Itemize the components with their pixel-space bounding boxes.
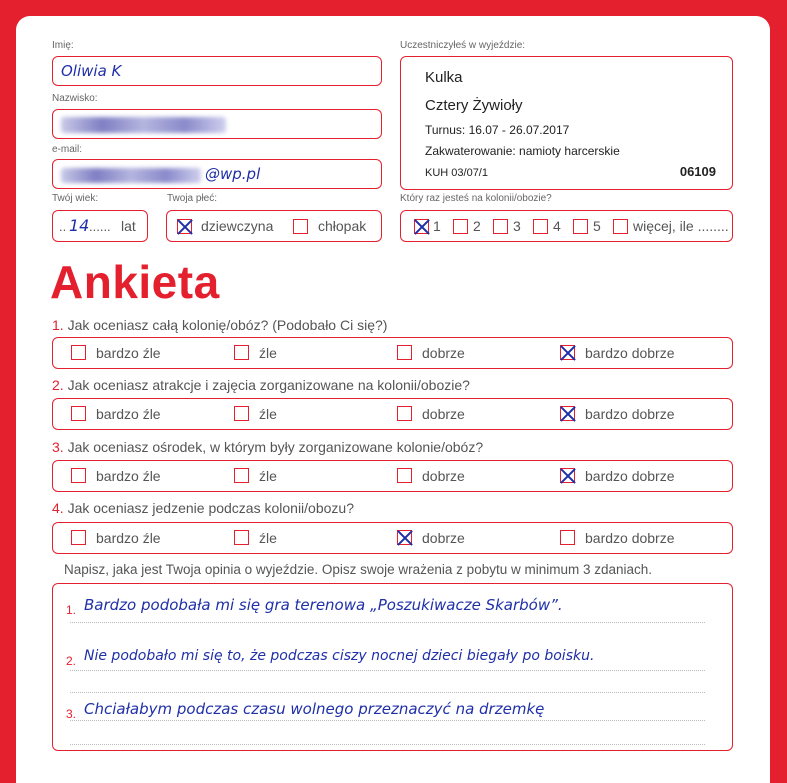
gender-field (166, 210, 382, 242)
answer-1-text: Bardzo podobała mi się gra terenowa „Poszukiwacze Skarbów”. (84, 596, 563, 614)
trip-name: Kulka (425, 69, 463, 86)
times-more-label: więcej, ile ........ (633, 218, 729, 234)
question-2-options (52, 398, 733, 430)
question-1-text: Jak oceniasz całą kolonię/obóz? (Podobało Ci się?) (63, 317, 388, 333)
gender-female-checkbox[interactable] (177, 219, 192, 234)
answer-3-text: Chciałabym podczas czasu wolnego przeznaczyć na drzemkę (84, 700, 545, 718)
trip-accommodation: Zakwaterowanie: namioty harcerskie (425, 144, 620, 158)
q1-bardzo-zle-label: bardzo źle (96, 345, 161, 361)
q2-dobrze-label: dobrze (422, 406, 465, 422)
trip-label: Uczestniczyłeś w wyjeździe: (400, 40, 526, 51)
question-3-options (52, 460, 733, 492)
trip-box (400, 56, 733, 190)
times-5-checkbox[interactable] (573, 219, 588, 234)
question-3-text: Jak oceniasz ośrodek, w którym były zorganizowane kolonie/obóz? (63, 439, 484, 455)
question-4-options (52, 522, 733, 554)
trip-code: KUH 03/07/1 (425, 167, 488, 179)
times-label: Który raz jesteś na kolonii/obozie? (400, 193, 552, 204)
times-1-label: 1 (433, 218, 441, 234)
q2-zle-label: źle (259, 406, 277, 422)
opinion-prompt: Napisz, jaka jest Twoja opinia o wyjeździe. Opisz swoje wrażenia z pobytu w minimum 3 zdaniach. (64, 562, 653, 577)
opinion-line-5 (70, 744, 705, 745)
email-label: e-mail: (52, 144, 83, 155)
times-4-checkbox[interactable] (533, 219, 548, 234)
trip-subtitle: Cztery Żywioły (425, 97, 523, 114)
q1-bardzo-dobrze-label: bardzo dobrze (585, 345, 675, 361)
q3-zle-label: źle (259, 468, 277, 484)
q3-bardzo-zle-checkbox[interactable] (71, 468, 86, 483)
answer-2-number: 2. (66, 654, 77, 668)
q2-bardzo-zle-label: bardzo źle (96, 406, 161, 422)
q4-dobrze-checkbox[interactable] (397, 530, 412, 545)
q3-bardzo-dobrze-label: bardzo dobrze (585, 468, 675, 484)
gender-male-checkbox[interactable] (293, 219, 308, 234)
q1-bardzo-zle-checkbox[interactable] (71, 345, 86, 360)
answer-1-number: 1. (66, 603, 77, 617)
question-3 (52, 439, 483, 455)
answer-2-text: Nie podobało mi się to, że podczas ciszy nocnej dzieci biegały po boisku. (84, 648, 595, 664)
q3-zle-checkbox[interactable] (234, 468, 249, 483)
q3-bardzo-zle-label: bardzo źle (96, 468, 161, 484)
age-unit: lat (121, 218, 136, 234)
age-label: Twój wiek: (52, 193, 99, 204)
trip-number: 06109 (679, 164, 716, 179)
q2-zle-checkbox[interactable] (234, 406, 249, 421)
answer-3-number: 3. (66, 707, 77, 721)
times-1-checkbox[interactable] (414, 219, 429, 234)
question-1-number: 1. (52, 317, 64, 333)
q2-bardzo-dobrze-checkbox[interactable] (560, 406, 575, 421)
question-2 (52, 377, 470, 393)
q1-bardzo-dobrze-checkbox[interactable] (560, 345, 575, 360)
question-1-options (52, 337, 733, 369)
times-2-checkbox[interactable] (453, 219, 468, 234)
opinion-line-2 (70, 670, 705, 671)
q1-dobrze-label: dobrze (422, 345, 465, 361)
question-4-number: 4. (52, 500, 64, 516)
question-4-text: Jak oceniasz jedzenie podczas kolonii/obozu? (63, 500, 354, 516)
times-5-label: 5 (593, 218, 601, 234)
times-field (400, 210, 733, 242)
age-dots-right: ...... (89, 219, 111, 234)
q3-dobrze-checkbox[interactable] (397, 468, 412, 483)
q3-bardzo-dobrze-checkbox[interactable] (560, 468, 575, 483)
surname-field[interactable] (52, 109, 382, 139)
question-2-number: 2. (52, 377, 64, 393)
name-label: Imię: (52, 40, 74, 51)
opinion-line-3 (70, 692, 705, 693)
page-title: Ankieta (50, 256, 220, 308)
times-4-label: 4 (553, 218, 561, 234)
trip-turnus: Turnus: 16.07 - 26.07.2017 (425, 123, 570, 137)
times-more-checkbox[interactable] (613, 219, 628, 234)
email-value: @wp.pl (205, 165, 261, 183)
q3-dobrze-label: dobrze (422, 468, 465, 484)
age-field[interactable] (52, 210, 148, 242)
q1-dobrze-checkbox[interactable] (397, 345, 412, 360)
q2-bardzo-dobrze-label: bardzo dobrze (585, 406, 675, 422)
q1-zle-label: źle (259, 345, 277, 361)
opinion-line-1 (70, 622, 705, 623)
times-2-label: 2 (473, 218, 481, 234)
email-redacted (61, 168, 201, 183)
q4-bardzo-zle-label: bardzo źle (96, 530, 161, 546)
q4-zle-label: źle (259, 530, 277, 546)
q2-bardzo-zle-checkbox[interactable] (71, 406, 86, 421)
surname-redacted (61, 117, 226, 133)
q2-dobrze-checkbox[interactable] (397, 406, 412, 421)
question-3-number: 3. (52, 439, 64, 455)
question-4 (52, 500, 354, 516)
email-field[interactable] (52, 159, 382, 189)
q1-zle-checkbox[interactable] (234, 345, 249, 360)
age-dots-left: .. (59, 219, 67, 234)
age-value: 14 (69, 216, 90, 235)
q4-bardzo-zle-checkbox[interactable] (71, 530, 86, 545)
q4-bardzo-dobrze-label: bardzo dobrze (585, 530, 675, 546)
question-2-text: Jak oceniasz atrakcje i zajęcia zorganizowane na kolonii/obozie? (63, 377, 470, 393)
gender-female-label: dziewczyna (201, 218, 274, 234)
question-1 (52, 317, 387, 333)
opinion-line-4 (70, 720, 705, 721)
surname-label: Nazwisko: (52, 93, 98, 104)
gender-male-label: chłopak (318, 218, 367, 234)
name-field[interactable] (52, 56, 382, 86)
name-value: Oliwia K (61, 62, 122, 80)
q4-zle-checkbox[interactable] (234, 530, 249, 545)
times-3-label: 3 (513, 218, 521, 234)
q4-bardzo-dobrze-checkbox[interactable] (560, 530, 575, 545)
gender-label: Twoja płeć: (167, 193, 218, 204)
q4-dobrze-label: dobrze (422, 530, 465, 546)
times-3-checkbox[interactable] (493, 219, 508, 234)
